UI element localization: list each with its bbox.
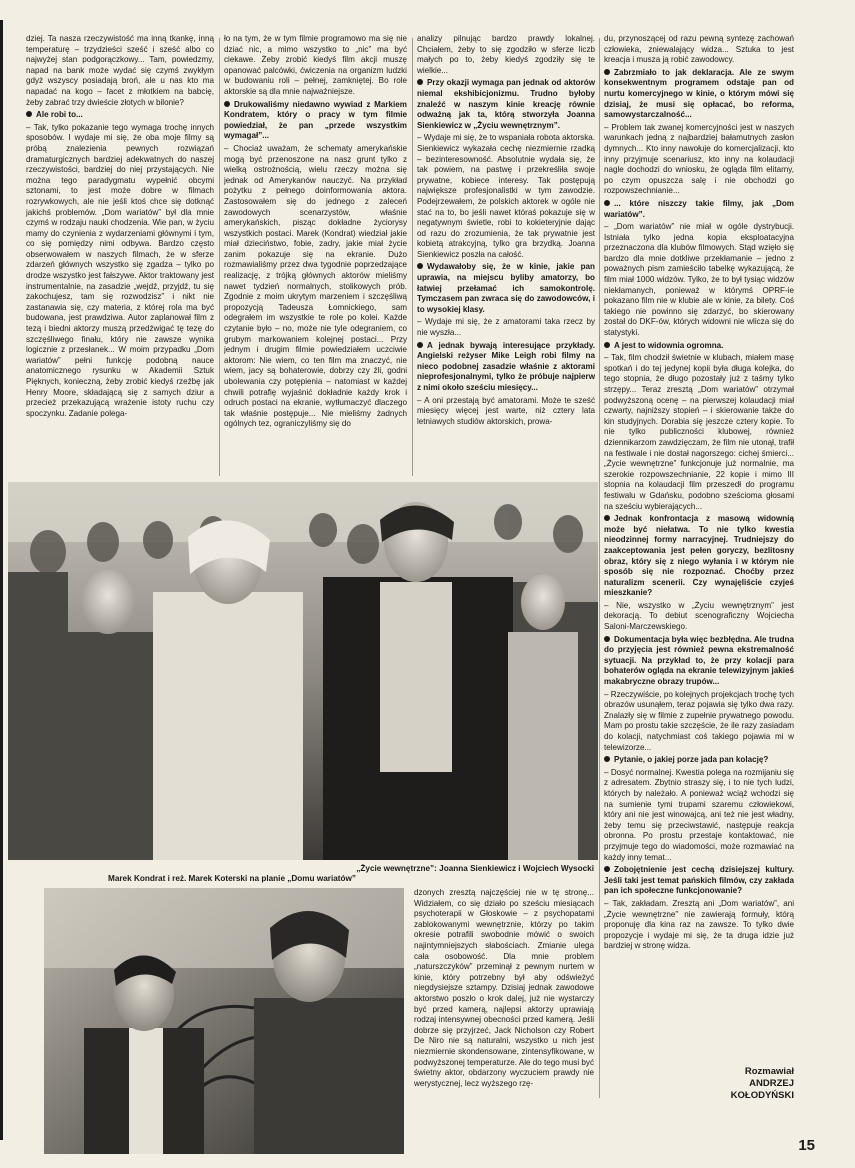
text-column-2: [224, 34, 407, 474]
interview-question: [604, 635, 794, 688]
interview-answer: ło na tym, że w tym filmie programowo ma się nie dziać nic, a mimo wszystko to „nic” ma być ciekawe. Żeby zrobić kiedyś film akcji muszę opanować palcówki, ćwiczenia na organizm ludzki w budowaniu roli – pełnej, zamkniętej. Bo role aktorskie są dla mnie najważniejsze.: [224, 34, 407, 96]
interview-answer: – Tak, film chodził świetnie w klubach, miałem masę spotkań i do tej jedynej kopii była długa kolejka, do tego stopnia, że długo pozostały już z taśmy tylko strzępy... Teraz zresztą „Dom wariatów” otrzymał podwyższoną ocenę – na pierwszej kolaudacji miał czwarty, najniższy stopień – i skierowanie także do kin studyjnych. Dorabia się jeszcze cztery kopie. To nie tylko publiczności klubowej, również dziennikarzom zawdzięczam, że film nie utonął, trafił na festiwale i nie dostał nagorszego: cichej śmierci... „Życie wewnętrzne” funkcjonuje już normalnie, ma szerokie rozpowszechnianie, 22 kopie i mimo III stopnia na kolaudacji film przeszedł do programu festiwalu w Gdańsku, podobno sześcioma głosami na sześciu wybierających...: [604, 353, 794, 511]
interview-question: [417, 78, 595, 131]
interview-question: [604, 68, 794, 121]
question-text: Pytanie, o jakiej porze jada pan kolację?: [614, 755, 769, 765]
question-text: Drukowaliśmy niedawno wywiad z Markiem Kondratem, który o pracy w tym filmie powiedział, że pan „przede wszystkim wymagał”...: [224, 99, 407, 141]
question-text: Zabrzmiało to jak deklaracja. Ale ze swym konsekwentnym programem odstaje pan od nurtu komercyjnego w kinie, o którym mówi się dzisiaj, że musi się opłacać, bo reforma, samowystarczalność...: [604, 67, 794, 120]
interview-question: [604, 199, 794, 220]
interview-question: [604, 755, 794, 766]
interview-answer: – Problem tak zwanej komercyjności jest w naszych warunkach jedną z najbardziej bałamutnych zasłon dymnych... Kto inny nawołuje do komercjalizacji, kto inny przyjmuje scenariusz, kto inny na kolaudacji nagle dochodzi do wniosku, że ogląda film elitarny, po czym opuszcza salę i nie obchodzi go rozpowszechnianie...: [604, 122, 794, 196]
bullet-dot-icon: [604, 866, 610, 872]
text-column-1: [26, 34, 214, 474]
text-column-3: [417, 34, 595, 474]
interview-question: [417, 262, 595, 315]
question-text: ... które niszczy takie filmy, jak „Dom wariatów”.: [604, 198, 794, 219]
bullet-dot-icon: [26, 111, 32, 117]
page-edge-bar: [0, 20, 3, 1140]
bullet-dot-icon: [604, 515, 610, 521]
bullet-dot-icon: [604, 756, 610, 762]
interview-answer: – „Dom wariatów” nie miał w ogóle dystrybucji. Istniała tylko jedna kopia eksploatacyjna przeznaczona dla klubów filmowych. Stąd wzięło się bardzo dla mnie dotkliwe przekłamanie – jedno z poważnych pism zamieściło tabelkę wykazującą, że film miał 1000 widzów. Tylko, że to był tysiąc widzów niekłamanych, ponieważ w którymś OPRF-ie pokazano film nie w klubie ale w kinie, za bilety. Coś takiego nie powinno się zdarzyć, bo skierowany został do DKF-ów, których widowni nie wlicza się do statystyki.: [604, 222, 794, 338]
question-text: Przy okazji wymaga pan jednak od aktorów niemal ekshibicjonizmu. Trudno byłoby znaleźć w naszym kinie kreację równie odważną jak ta, którą stworzyła Joanna Sienkiewicz w „Życiu wewnętrznym”.: [417, 78, 595, 130]
bullet-dot-icon: [224, 101, 230, 107]
bullet-dot-icon: [417, 263, 423, 269]
question-text: Jednak konfrontacja z masową widownią może być niełatwa. To nie tylko kwestia nieodzinnej formy narracyjnej. Trudniejszy do zaakceptowania jest pełen goryczy, bezlitosny obraz, który się z niego wyłania i w którym nie sposób się nie rozpoznać. Choćby przez naturalizm scenerii. Czy wynajęliście czyjeś mieszkanie?: [604, 514, 794, 598]
page-number: 15: [798, 1137, 815, 1154]
bullet-dot-icon: [604, 200, 610, 206]
interview-answer: analizy pilnując bardzo prawdy lokalnej. Chciałem, żeby to się zgodziło w sferze liczb małych po to, żeby kiedyś zgodziły się te wielkie...: [417, 34, 595, 75]
bullet-dot-icon: [604, 342, 610, 348]
interview-answer: – Tak, zakładam. Zresztą ani „Dom wariatów”, ani „Życie wewnętrzne” nie zawierają formuły, którą proponuję dla kina raz na zawsze. To tylko dwie propozycje i wydaje mi się, że ta druga idzie już bardziej w stronę widza.: [604, 898, 794, 951]
author-signature: [640, 1066, 794, 1102]
interview-answer: – Nie, wszystko w „Życiu wewnętrznym” jest dekoracją. To debiut scenograficzny Wojciecha Saloni-Marczewskiego.: [604, 600, 794, 632]
signature-label: Rozmawiał: [744, 1066, 794, 1077]
text-column-5: [414, 888, 594, 1156]
interview-answer: – Wydaje mi się, że z amatorami taka rzecz by nie wyszła...: [417, 317, 595, 338]
interview-answer: – Dosyć normalnej. Kwestia polega na rozmijaniu się z adresatem. Zbytnio straszy się, i to nie tych ludzi, których by należało. A ponieważ wciąż wchodzi się na sumienie tymi trupami szaremu człowiekowi, który ani nie jest winowajcą, ani też nie jest władny, żeby temu się przeciwstawić, następuje reakcja obronna. Po prostu przestaje kontaktować, nie przyjmuje tego do wiadomości, może rozmawiać na każdy inny temat...: [604, 767, 794, 862]
interview-answer: du, przynoszącej od razu pewną syntezę zachowań człowieka, zniewalający widza... Sztuka to jest kreacja i musza ją robić zawodowcy.: [604, 34, 794, 65]
interview-answer: – A oni przestają być amatorami. Może te sześć miesięcy więcej jest warte, niż cztery lata letniawych studiów aktorskich, prowa-: [417, 395, 595, 426]
caption-photo2: Marek Kondrat i reż. Marek Koterski na planie „Domu wariatów”: [108, 874, 356, 883]
interview-question: [417, 341, 595, 394]
interview-answer: – Wydaje mi się, że to wspaniała robota aktorska. Sienkiewicz wykazała cechę niezmiernie rzadką – bezinteresowność. Absolutnie wydała się, że tak powiem, na pastwę i przekreśliła swoje prywatne, kobiece interesy. Tak postępują największe profesjonalistki w tym zawodzie. Podejrzewałem, że polskich aktorek w ogóle nie stać na to, bo jeśli nawet któraś pokazuje się w negatywnym świetle, robi to kokieteryjnie dając od razu do zrozumienia, że tak prywatnie jest kobietą atrakcyjną, tylko gra brzydką. Joanna Sienkiewicz poszła na całość.: [417, 133, 595, 259]
interview-question: [604, 514, 794, 599]
text-column-4: [604, 34, 794, 1066]
interview-answer: – Tak, tylko pokazanie tego wymaga trochę innych sposobów. I wydaje mi się, że oba moje filmy są próbą znalezienia pewnych rozwiązań dramaturgicznych bardziej adekwatnych do naszej rzeczywistości, bardziej do niej przystających. Nie można tego paradygmatu wypełnić obcymi sztonami, to jest może dobre w filmach rozrywkowych, ale nie jeśli ktoś chce się dotknąć jakichś problemów. „Dom wariatów” był dla mnie czymś w rodzaju nauki chodzenia. Wie pan, w życiu mamy do czynienia z wydarzeniami głównymi i tym, co się pomiędzy nimi odbywa. Bardzo często obserwowałem w naszych filmach, że w sferze zdarzeń głównych wszystko się zgadza – tylko po drodze wszystko jest fałszywe. Aktor traktowany jest instrumentalnie, na zasadzie „wejdź, przyjdź, tu się zakochujesz, tam się rozwodzisz” i nikt nie zastanawia się, czy materia, z której rola ma być budowana, jest prawdziwa. Autor zaplanował film z tezą i biedni aktorzy muszą przedźwigać tę tezę do szczęśliwego finału, który nie zawsze wynika logicznie z przesłanek... W moim przypadku „Dom wariatów” pełni funkcję podobną nauce anatomicznego rysunku w Akademii Sztuk Pięknych, konieczną, żeby zrobić kiedyś rzeźbę jak Henry Moore, składającą się z samych dziur a przecież przekazującą wrażenie istoty ruchu czy spoczynku. Zadanie polega-: [26, 122, 214, 418]
column-divider: [599, 38, 600, 1098]
film-set-photo: [44, 888, 404, 1154]
question-text: A jednak bywają interesujące przykłady. Angielski reżyser Mike Leigh robi filmy na nieco podobnej zasadzie właśnie z aktorami nieprofesjonalnymi, tylko że próbuje najpierw z nimi około sześciu miesięcy...: [417, 340, 595, 392]
interview-answer: dzonych zresztą najczęściej nie w tę stronę... Widziałem, co się działo po sześciu miesiącach psychoterapii w Głoskowie – z psychopatami zablokowanymi wewnętrznie, którzy po takim okresie potrafili swobodnie mówić o swoich najintymniejszych słabościach. Zmianie ulega cała osobowość. Dla mnie problem „naturszczyków” przeminął z pewnym nurtem w kinie, który potrzebny był aby odświeżyć niegdysiejsze sztampy. Dzisiaj jednak zawodowe aktorstwo poszło o krok dalej, już nie wystarczy być przed kamerą, najlepsi aktorzy uprawiają rodzaj intensywnej obecności przed kamerą. Jeśli dobrze się przyjrzeć, Jack Nicholson czy Robert De Niro nie są naturalni, wszystko u nich jest niezmiernie skondensowane, zintensyfikowane, w podwyższonej temperaturze. Ale do tego musi być świetny aktor, obdarzony wyczuciem prawdy nie werystycznej, lecz wyższego rzę-: [414, 888, 594, 1088]
bullet-dot-icon: [417, 342, 423, 348]
photo-dom-wariatow: [44, 888, 404, 1154]
interview-answer: – Chociaż uważam, że schematy amerykańskie mogą być przenoszone na nasz grunt tylko z wielką ostrożnością, wielu rzeczy można się jednak od Amerykanów nauczyć. Na przykład pożytku z pełnego doinformowania aktora. Zastosowałem się do jednego z zaleceń zawodowych scenarzystów, właśnie amerykańskich, pisząc dokładne życiorysy wszystkich postaci. Marek (Kondrat) wiedział jakie miał dzieciństwo, fobie, zadry, jakie miał życie zanim pokazuje się na ekranie. Dużo rozmawialiśmy przez dwa tygodnie poprzedzające realizację, z trójką głównych aktorów mieliśmy nawet tydzień normalnych, stolikowych prób. Zgodnie z moim ukrytym marzeniem i szczęśliwą propozycją Tadeusza Łomnickiego, sam odegrałem im wszystkie te role po kolei. Każde czytanie było – no, może nie tyle odegraniem, co grubym markowaniem kolejnej postaci... Przy jednym i drugim filmie powiedziałem uczciwie aktorom: Nie wiem, co ten film ma znaczyć, nie wiem, jacy są bohaterowie, dobrzy czy źli, godni ubolewania czy potępienia – natomiast w każdej chwili potrafię wyjaśnić dokładnie każdy krok i odruch postaci na ekranie, wytłumaczyć dlaczego tak właśnie postępuje... Nie mieliśmy żadnych ogólnych tez, ograniczyliśmy się do: [224, 143, 407, 429]
signature-name1: ANDRZEJ: [749, 1078, 794, 1089]
bullet-dot-icon: [604, 69, 610, 75]
street-scene-photo: [8, 482, 598, 860]
signature-name2: KOŁODYŃSKI: [730, 1090, 794, 1101]
interview-question: [604, 865, 794, 897]
bullet-dot-icon: [417, 79, 423, 85]
interview-question: [224, 100, 407, 142]
question-text: Wydawałoby się, że w kinie, jakie pan uprawia, na miejscu byliby amatorzy, bo łatwiej przełamać ich samokontrolę. Tymczasem pan zwraca się do zawodowców, i to wysokiej klasy.: [417, 262, 595, 314]
question-text: Zobojętnienie jest cechą dzisiejszej kultury. Jeśli taki jest temat pańskich filmów, czy zakłada pan ich społeczne funkcjonowanie?: [604, 865, 794, 896]
photo-zycie-wewnetrzne: [8, 482, 598, 860]
column-divider: [412, 38, 413, 476]
caption-photo1: „Życie wewnętrzne”: Joanna Sienkiewicz i Wojciech Wysocki: [356, 864, 594, 873]
column-divider: [219, 38, 220, 476]
interview-question: [604, 341, 794, 352]
question-text: A jest to widownia ogromna.: [614, 340, 724, 350]
interview-answer: dziej. Ta nasza rzeczywistość ma inną tkankę, inną temperaturę – trzydzieści sześć i sześć albo co najwyżej stan podgorączkowy... Tam, powiedzmy, napad na bank może wydać się czymś zwykłym gdyż wszyscy posiadają broń, ale u nas kto ma napadać na kogo – facet z młotkiem na babcię, żeby zabrać trzy dwieście złotych w bilonie?: [26, 34, 214, 107]
interview-question: [26, 110, 214, 121]
bullet-dot-icon: [604, 636, 610, 642]
question-text: Dokumentacja była więc bezbłędna. Ale trudna do przyjęcia jest również pewna ekstremalność sytuacji. Na przykład to, że przy kolacji para bohaterów ogląda na ekranie telewizyjnym jakieś makabryczne obrazy trupów...: [604, 634, 794, 687]
interview-answer: – Rzeczywiście, po kolejnych projekcjach trochę tych obrazów usunąłem, teraz pojawia się tylko dwa razy. Znalazły się w filmie z zupełnie prywatnego powodu. Mam po prostu takie szczęście, że ile razy zasiadam do kolacji, natychmiast coś takiego pojawia mi w telewizorze...: [604, 689, 794, 752]
question-text: Ale robi to...: [36, 110, 83, 120]
